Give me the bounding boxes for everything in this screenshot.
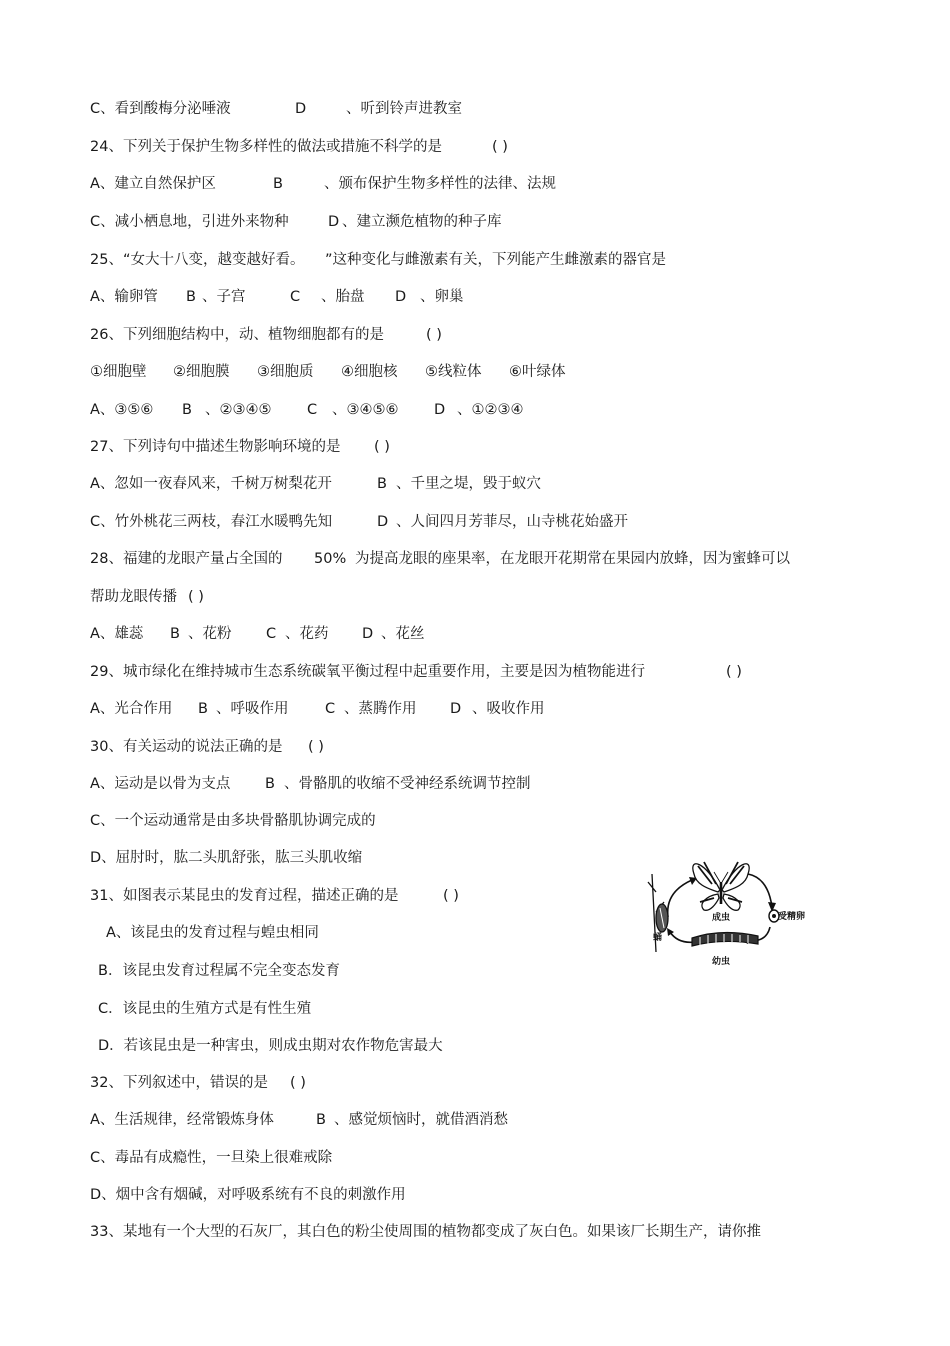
option-c: C、一个运动通常是由多块骨骼肌协调完成的 — [90, 813, 376, 829]
option-b-letter: B — [198, 701, 208, 717]
option-d-letter: D — [295, 101, 307, 117]
question-text: 30、有关运动的说法正确的是 — [90, 739, 283, 755]
option-c-letter: C — [290, 289, 301, 305]
structure-2: ②细胞膜 — [173, 364, 230, 380]
option-b-letter: B — [316, 1112, 326, 1128]
egg-label: 受精卵 — [778, 912, 806, 922]
percentage: 50% — [314, 551, 347, 567]
option-d-letter: D — [395, 289, 407, 305]
option-c-letter: C — [266, 626, 277, 642]
answer-bracket: ( ) — [726, 664, 742, 680]
option-b-letter: B — [273, 176, 283, 192]
answer-bracket: ( ) — [426, 327, 442, 343]
question-text: 帮助龙眼传播 — [90, 589, 177, 605]
option-c-text: 、花药 — [285, 626, 329, 642]
option-c: C、竹外桃花三两枝，春江水暖鸭先知 — [90, 514, 333, 530]
insect-lifecycle-figure — [640, 852, 815, 974]
option-b-letter: B — [170, 626, 180, 642]
option-b-text: 、花粉 — [188, 626, 232, 642]
option-a: A、输卵管 — [90, 289, 158, 305]
question-text: 26、下列细胞结构中，动、植物细胞都有的是 — [90, 327, 384, 343]
option-d-text: 、卵巢 — [420, 289, 464, 305]
option-c: C、毒品有成瘾性，一旦染上很难戒除 — [90, 1150, 333, 1166]
question-text-part2: 为提高龙眼的座果率，在龙眼开花期常在果园内放蜂，因为蜜蜂可以 — [355, 551, 790, 567]
structure-4: ④细胞核 — [341, 364, 398, 380]
option-b-text: 、呼吸作用 — [216, 701, 289, 717]
question-text-part1: 28、福建的龙眼产量占全国的 — [90, 551, 283, 567]
option-c: C、减小栖息地，引进外来物种 — [90, 214, 289, 230]
option-a: A、该昆虫的发育过程与蝗虫相同 — [106, 925, 319, 941]
question-text-part2: ”这种变化与雌激素有关，下列能产生雌激素的器官是 — [325, 252, 667, 268]
question-text: 33、某地有一个大型的石灰厂，其白色的粉尘使周围的植物都变成了灰白色。如果该厂长期生产，请你推 — [90, 1224, 761, 1240]
structure-5: ⑤线粒体 — [425, 364, 482, 380]
answer-bracket: ( ) — [492, 139, 508, 155]
option-b-text: 、子宫 — [202, 289, 246, 305]
option-b-letter: B — [265, 776, 275, 792]
option-c-text: 、蒸腾作用 — [344, 701, 417, 717]
answer-bracket: ( ) — [443, 888, 459, 904]
option-d-letter: D — [434, 402, 446, 418]
option-d-text: 、建立濒危植物的种子库 — [342, 214, 502, 230]
option-c-text: 、胎盘 — [321, 289, 365, 305]
structure-1: ①细胞壁 — [90, 364, 147, 380]
question-text: 31、如图表示某昆虫的发育过程，描述正确的是 — [90, 888, 399, 904]
option-b-text: 、②③④⑤ — [205, 402, 272, 418]
option-c-text: 、③④⑤⑥ — [332, 402, 399, 418]
answer-bracket: ( ) — [290, 1075, 306, 1091]
answer-bracket: ( ) — [308, 739, 324, 755]
option-c: C、看到酸梅分泌唾液 — [90, 101, 231, 117]
answer-bracket: ( ) — [188, 589, 204, 605]
butterfly-icon — [693, 862, 749, 910]
question-text: 27、下列诗句中描述生物影响环境的是 — [90, 439, 341, 455]
option-c-letter: C — [307, 402, 318, 418]
option-d-text: 、花丝 — [381, 626, 425, 642]
option-b-letter: B — [186, 289, 196, 305]
question-text: 24、下列关于保护生物多样性的做法或措施不科学的是 — [90, 139, 442, 155]
question-text-part1: 25、“女大十八变，越变越好看。 — [90, 252, 305, 268]
option-b-letter: B — [377, 476, 387, 492]
option-a: A、雄蕊 — [90, 626, 144, 642]
option-a: A、光合作用 — [90, 701, 173, 717]
option-b-text: 、颁布保护生物多样性的法律、法规 — [324, 176, 556, 192]
option-d-letter: D — [328, 214, 340, 230]
option-b-text: 、千里之堤，毁于蚁穴 — [396, 476, 541, 492]
option-c-letter: C — [325, 701, 336, 717]
option-b: B．该昆虫发育过程属不完全变态发育 — [98, 963, 340, 979]
question-text: 29、城市绿化在维持城市生态系统碳氧平衡过程中起重要作用，主要是因为植物能进行 — [90, 664, 645, 680]
option-b-letter: B — [182, 402, 192, 418]
option-a: A、建立自然保护区 — [90, 176, 216, 192]
option-d-letter: D — [362, 626, 374, 642]
option-d: D、屈肘时，肱二头肌舒张，肱三头肌收缩 — [90, 850, 363, 866]
option-d: D、烟中含有烟碱，对呼吸系统有不良的刺激作用 — [90, 1187, 406, 1203]
option-d-text: 、人间四月芳菲尽，山寺桃花始盛开 — [396, 514, 628, 530]
pupa-label: 蛹 — [653, 933, 663, 943]
option-a: A、运动是以骨为支点 — [90, 776, 231, 792]
option-a: A、忽如一夜春风来，千树万树梨花开 — [90, 476, 332, 492]
caterpillar-icon — [692, 932, 758, 946]
option-d-text: 、①②③④ — [457, 402, 524, 418]
answer-bracket: ( ) — [374, 439, 390, 455]
adult-label: 成虫 — [712, 913, 731, 923]
question-text: 32、下列叙述中，错误的是 — [90, 1075, 268, 1091]
option-c: C．该昆虫的生殖方式是有性生殖 — [98, 1001, 312, 1017]
larva-label: 幼虫 — [712, 957, 731, 967]
option-b-text: 、感觉烦恼时，就借酒消愁 — [334, 1112, 508, 1128]
option-d-letter: D — [450, 701, 462, 717]
structure-6: ⑥叶绿体 — [509, 364, 566, 380]
option-d-text: 、听到铃声进教室 — [346, 101, 462, 117]
option-d: D．若该昆虫是一种害虫，则成虫期对农作物危害最大 — [98, 1038, 443, 1054]
structure-3: ③细胞质 — [257, 364, 314, 380]
option-a: A、③⑤⑥ — [90, 402, 154, 418]
option-d-letter: D — [377, 514, 389, 530]
option-d-text: 、吸收作用 — [472, 701, 545, 717]
option-b-text: 、骨骼肌的收缩不受神经系统调节控制 — [284, 776, 531, 792]
option-a: A、生活规律，经常锻炼身体 — [90, 1112, 274, 1128]
